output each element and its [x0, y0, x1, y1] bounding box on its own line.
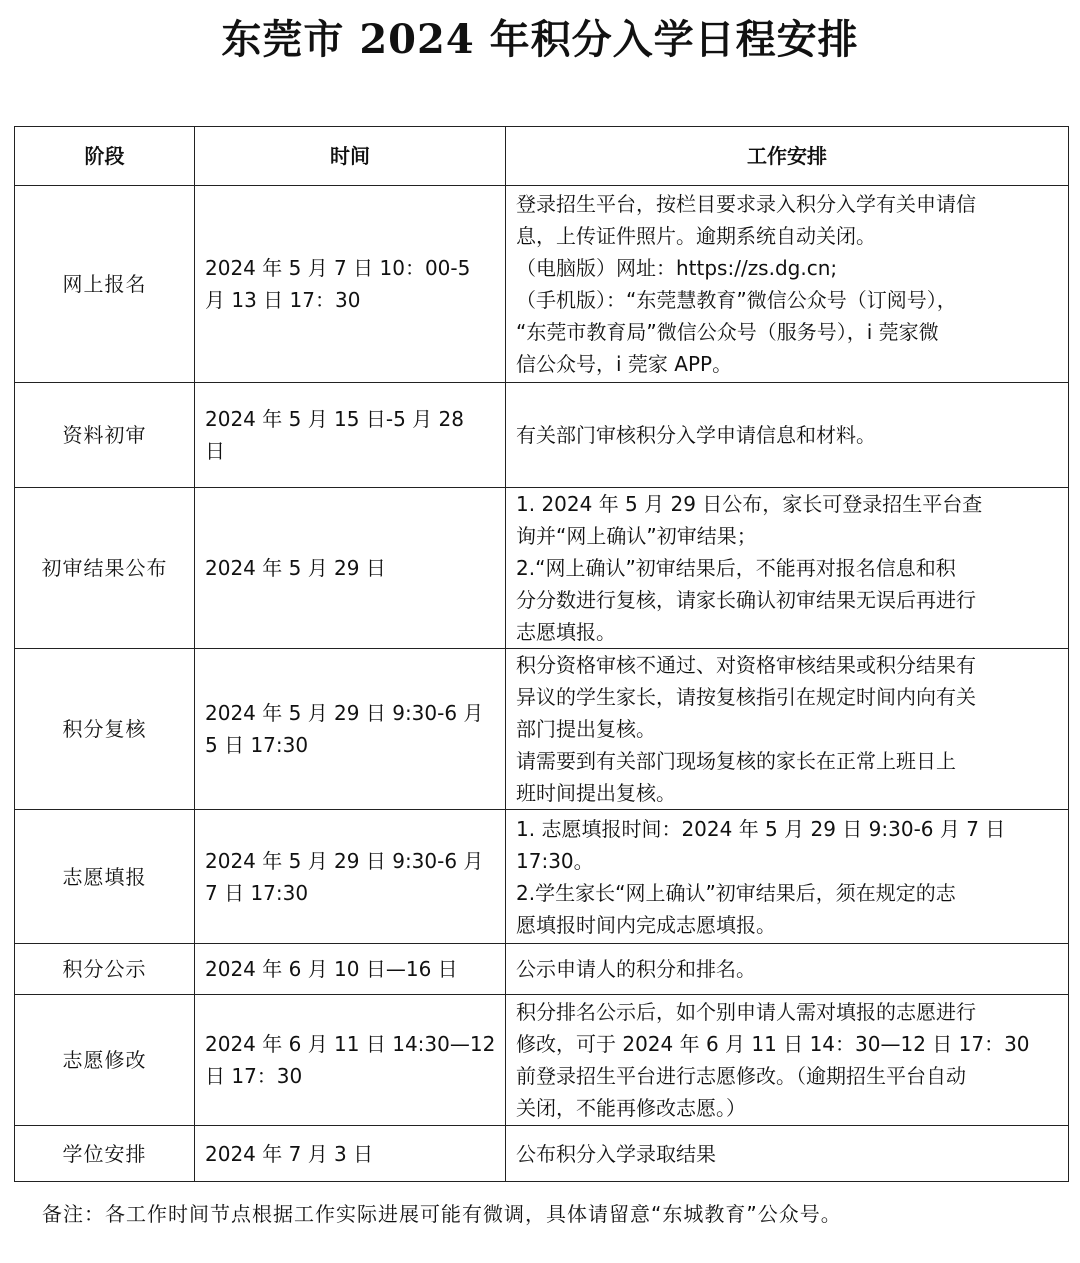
work-cell: [506, 1126, 1069, 1182]
time-line: 2024 年 5 月 29 日 9:30-6 月: [205, 848, 484, 873]
time-line: 2024 年 5 月 29 日 9:30-6 月: [205, 701, 484, 725]
time-line: 2024 年 5 月 29 日: [205, 556, 386, 580]
header-time: 时间: [195, 127, 506, 186]
work-line: 公布积分入学录取结果: [516, 1141, 716, 1166]
work-cell: [506, 995, 1069, 1126]
time-cell: [195, 810, 506, 944]
time-line: 日 17：30: [205, 1064, 303, 1088]
schedule-table: [14, 126, 1069, 1182]
time-cell: [195, 1126, 506, 1182]
table-row: [15, 186, 1069, 383]
header-work: 工作安排: [506, 127, 1069, 186]
work-line: 1. 志愿填报时间：2024 年 5 月 29 日 9:30-6 月 7 日: [516, 816, 1006, 841]
time-cell: [195, 944, 506, 995]
work-line: 积分排名公示后，如个别申请人需对填报的志愿进行: [516, 1000, 976, 1024]
page-title: 东莞市 2024 年积分入学日程安排: [221, 16, 859, 63]
work-line: “东莞市教育局”微信公众号（服务号），i 莞家微: [516, 320, 939, 344]
table-row: [15, 488, 1069, 649]
time-cell: [195, 649, 506, 810]
stage-cell: 志愿填报: [15, 810, 195, 944]
work-cell: [506, 186, 1069, 383]
time-cell: [195, 488, 506, 649]
work-line: 2.学生家长“网上确认”初审结果后，须在规定的志: [516, 880, 956, 905]
work-line: 请需要到有关部门现场复核的家长在正常上班日上: [516, 749, 956, 773]
stage-cell: 志愿修改: [15, 995, 195, 1126]
work-line: 志愿填报。: [516, 620, 616, 644]
work-cell: [506, 944, 1069, 995]
work-line: 前登录招生平台进行志愿修改。（逾期招生平台自动: [516, 1064, 966, 1088]
table-row: [15, 649, 1069, 810]
stage-cell: 初审结果公布: [15, 488, 195, 649]
time-line: 月 13 日 17：30: [205, 288, 361, 312]
time-line: 2024 年 5 月 7 日 10：00-5: [205, 256, 471, 280]
table-header-row: [15, 127, 1069, 186]
time-line: 2024 年 5 月 15 日-5 月 28: [205, 407, 464, 431]
stage-cell: 学位安排: [15, 1126, 195, 1182]
table-row: [15, 944, 1069, 995]
work-cell: [506, 383, 1069, 488]
work-line: 2.“网上确认”初审结果后，不能再对报名信息和积: [516, 556, 956, 580]
footnote: 备注：各工作时间节点根据工作实际进展可能有微调，具体请留意“东城教育”公众号。: [42, 1202, 842, 1226]
table-row: [15, 1126, 1069, 1182]
time-line: 2024 年 6 月 11 日 14:30—12: [205, 1032, 496, 1056]
work-line: 询并“网上确认”初审结果；: [516, 524, 757, 548]
work-line: 积分资格审核不通过、对资格审核结果或积分结果有: [516, 653, 976, 677]
work-cell: [506, 488, 1069, 649]
work-line: 登录招生平台，按栏目要求录入积分入学有关申请信: [516, 192, 976, 216]
stage-cell: 积分公示: [15, 944, 195, 995]
work-line: （电脑版）网址：https://zs.dg.cn;: [516, 256, 838, 280]
time-line: 7 日 17:30: [205, 880, 309, 905]
table-row: [15, 810, 1069, 944]
work-line: 公示申请人的积分和排名。: [516, 957, 756, 981]
table-row: [15, 995, 1069, 1126]
work-line: 息，上传证件照片。逾期系统自动关闭。: [516, 224, 876, 248]
work-line: 班时间提出复核。: [516, 781, 676, 805]
work-line: 信公众号，i 莞家 APP。: [516, 352, 733, 376]
work-line: 部门提出复核。: [516, 717, 656, 741]
work-line: 愿填报时间内完成志愿填报。: [516, 912, 776, 937]
time-cell: [195, 186, 506, 383]
work-line: 关闭，不能再修改志愿。）: [516, 1096, 746, 1120]
work-line: 有关部门审核积分入学申请信息和材料。: [516, 423, 876, 447]
stage-cell: 积分复核: [15, 649, 195, 810]
time-cell: [195, 383, 506, 488]
work-line: 修改，可于 2024 年 6 月 11 日 14：30—12 日 17：30: [516, 1032, 1030, 1056]
header-stage: 阶段: [15, 127, 195, 186]
time-line: 5 日 17:30: [205, 733, 309, 757]
time-line: 2024 年 7 月 3 日: [205, 1141, 374, 1166]
time-line: 日: [205, 439, 225, 463]
table-row: [15, 383, 1069, 488]
stage-cell: 资料初审: [15, 383, 195, 488]
time-line: 2024 年 6 月 10 日—16 日: [205, 957, 458, 981]
work-cell: [506, 810, 1069, 944]
time-cell: [195, 995, 506, 1126]
work-line: （手机版）：“东莞慧教育”微信公众号（订阅号），: [516, 288, 957, 312]
stage-cell: 网上报名: [15, 186, 195, 383]
work-line: 1. 2024 年 5 月 29 日公布，家长可登录招生平台查: [516, 492, 983, 516]
work-cell: [506, 649, 1069, 810]
work-line: 分分数进行复核，请家长确认初审结果无误后再进行: [516, 588, 976, 612]
work-line: 17:30。: [516, 848, 594, 873]
work-line: 异议的学生家长，请按复核指引在规定时间内向有关: [516, 685, 976, 709]
